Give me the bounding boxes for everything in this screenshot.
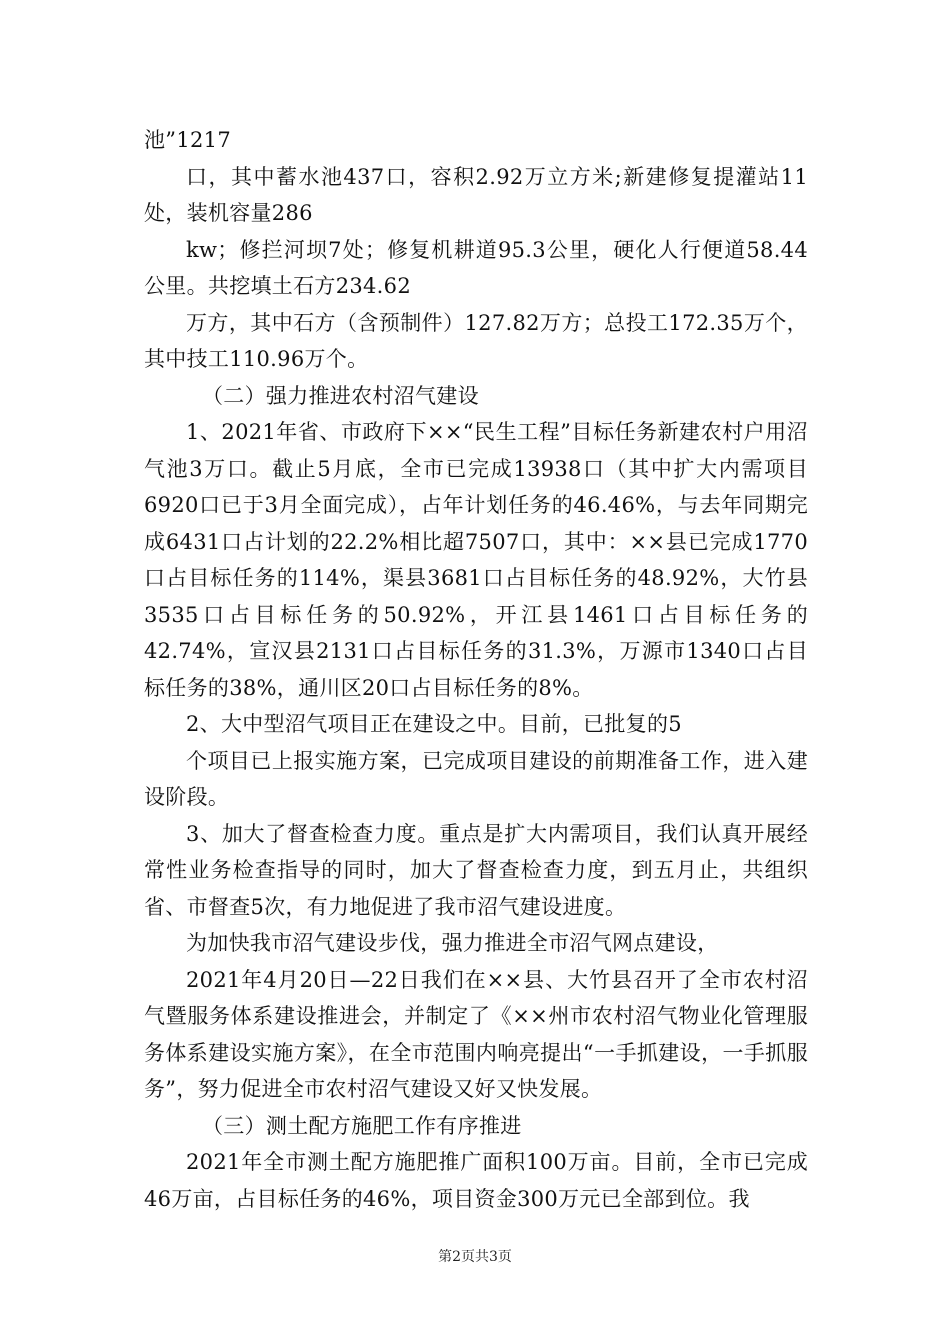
paragraph: 池”1217 <box>144 128 231 152</box>
page-number-footer: 第2页共3页 <box>438 1249 512 1265</box>
paragraph: 为加快我市沼气建设步伐，强力推进全市沼气网点建设， <box>186 931 719 955</box>
paragraph: 3、加大了督查检查力度。重点是扩大内需项目，我们认真开展经常性业务检查指导的同时，加大了督查检查力度，到五月止，共组织省、市督查5次，有力地促进了我市沼气建设进度。 <box>144 821 808 919</box>
paragraph: 1、2021年省、市政府下××“民生工程”目标任务新建农村户用沼气池3万口。截止5月底，全市已完成13938口（其中扩大内需项目6920口已于3月全面完成），占年计划任务的46.46%，与去年同期完成6431口占计划的22.2%相比超7507口，其中：××县已完成1770口占目标任务的114%，渠县3681口占目标任务的48.92%，大竹县3535口占目标任务的50.92%，开江县1461口占目标任务的42.74%，宣汉县2131口占目标任务的31.3%，万源市1340口占目标任务的38%，通川区20口占目标任务的8%。 <box>144 420 808 700</box>
paragraph: 个项目已上报实施方案，已完成项目建设的前期准备工作，进入建设阶段。 <box>144 748 808 809</box>
paragraph: 口，其中蓄水池437口，容积2.92万立方米;新建修复提灌站11处，装机容量286 <box>144 164 808 225</box>
paragraph: 万方，其中石方（含预制件）127.82万方；总投工172.35万个，其中技工110.96万个。 <box>144 310 808 371</box>
paragraph: 2021年4月20日—22日我们在××县、大竹县召开了全市农村沼气暨服务体系建设推进会，并制定了《××州市农村沼气物业化管理服务体系建设实施方案》，在全市范围内响亮提出“一手抓建设，一手抓服务”，努力促进全市农村沼气建设又好又快发展。 <box>144 967 808 1101</box>
section-heading: （三）测土配方施肥工作有序推进 <box>202 1113 522 1138</box>
paragraph: 2021年全市测土配方施肥推广面积100万亩。目前，全市已完成46万亩，占目标任务的46%，项目资金300万元已全部到位。我 <box>144 1150 808 1211</box>
paragraph: kw；修拦河坝7处；修复机耕道95.3公里，硬化人行便道58.44公里。共挖填土石方234.62 <box>144 237 808 298</box>
document-body <box>144 122 808 1217</box>
section-heading: （二）强力推进农村沼气建设 <box>202 383 479 408</box>
paragraph: 2、大中型沼气项目正在建设之中。目前，已批复的5 <box>186 712 682 736</box>
